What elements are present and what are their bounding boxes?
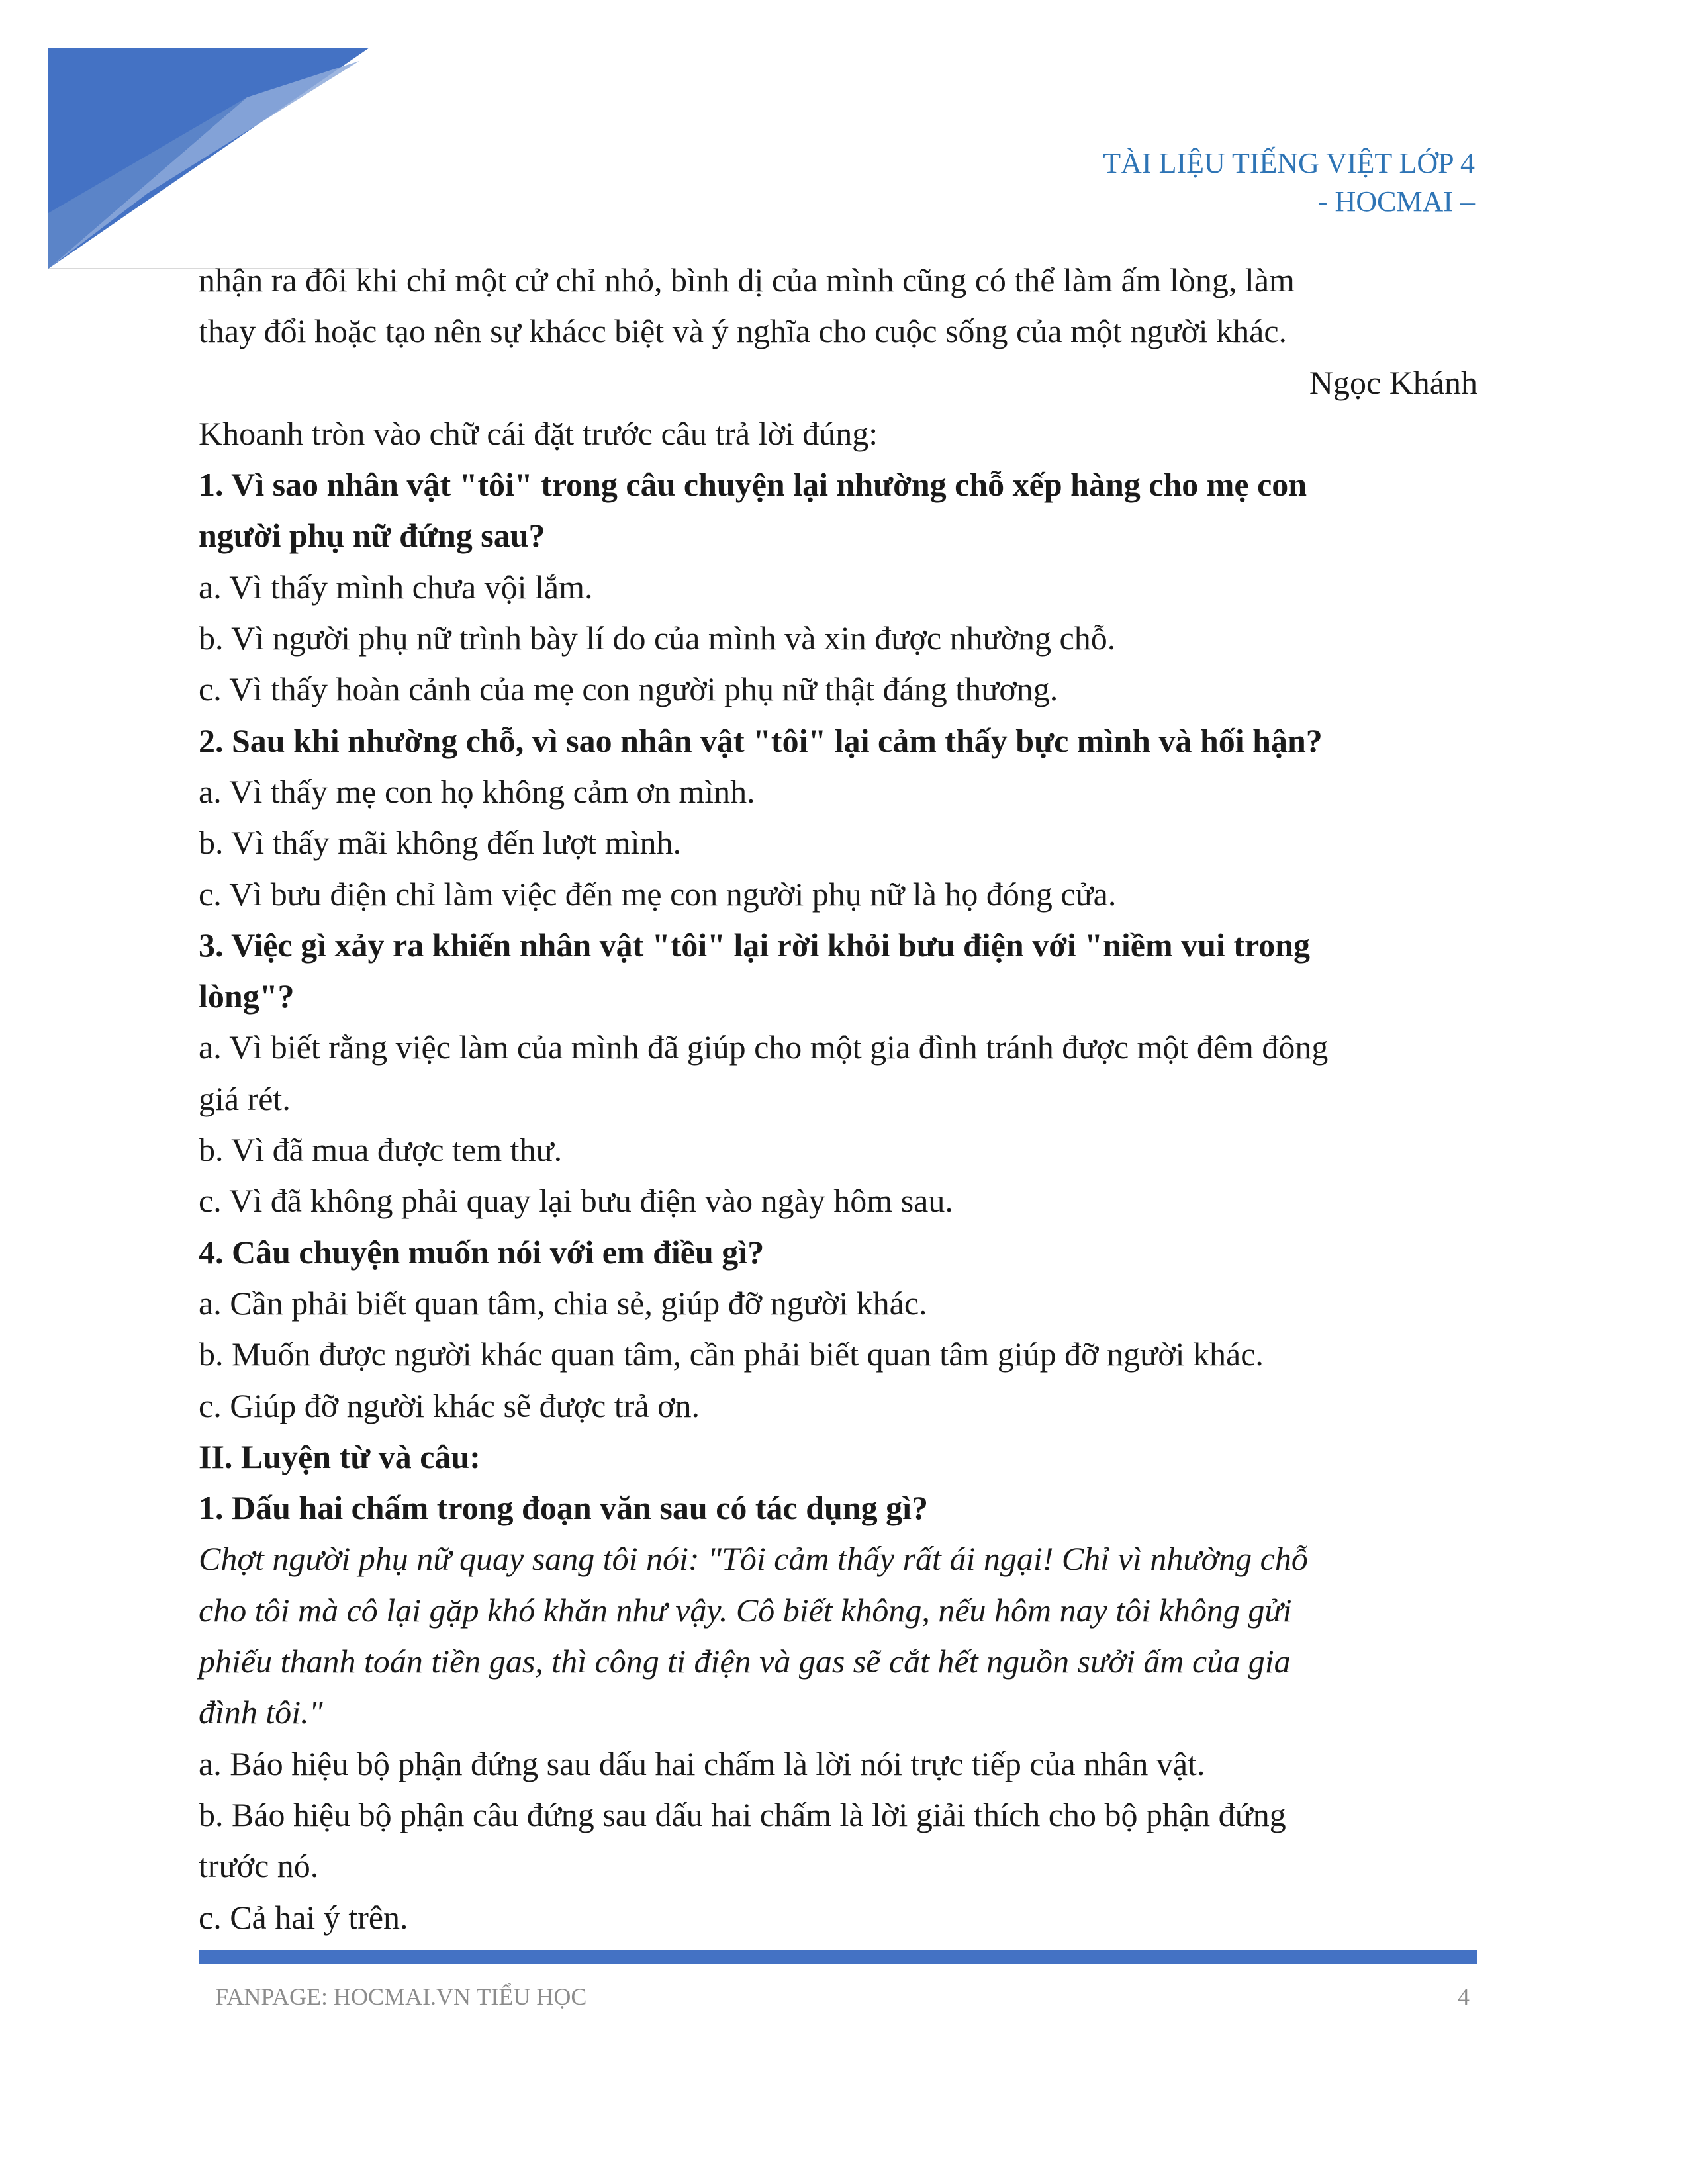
answer-option: b. Vì thấy mãi không đến lượt mình. (199, 824, 681, 862)
section-title: II. Luyện từ và câu: (199, 1437, 481, 1475)
answer-option: trước nó. (199, 1847, 319, 1885)
answer-option: b. Muốn được người khác quan tâm, cần phải biết quan tâm giúp đỡ người khác. (199, 1336, 1264, 1373)
answer-option: a. Báo hiệu bộ phận đứng sau dấu hai chấm là lời nói trực tiếp của nhân vật. (199, 1745, 1205, 1782)
answer-option: c. Cả hai ý trên. (199, 1898, 408, 1936)
answer-option: giá rét. (199, 1079, 291, 1117)
question-3: 3. Việc gì xảy ra khiến nhân vật "tôi" lại rời khỏi bưu điện với "niềm vui trong (199, 926, 1311, 964)
footer-rule (199, 1950, 1477, 1964)
answer-option: a. Vì thấy mẹ con họ không cảm ơn mình. (199, 772, 755, 810)
document-header (1103, 144, 1475, 221)
corner-decoration (48, 48, 369, 269)
answer-option: b. Vì đã mua được tem thư. (199, 1131, 563, 1169)
question-1: người phụ nữ đứng sau? (199, 517, 545, 555)
instruction: Khoanh tròn vào chữ cái đặt trước câu trả lời đúng: (199, 414, 878, 452)
passage-line: phiếu thanh toán tiền gas, thì công ti điện và gas sẽ cắt hết nguồn sưởi ấm của gia (199, 1643, 1291, 1680)
author-name: Ngọc Khánh (1309, 363, 1477, 401)
answer-option: c. Giúp đỡ người khác sẽ được trả ơn. (199, 1387, 700, 1424)
answer-option: a. Vì thấy mình chưa vội lắm. (199, 568, 593, 606)
intro-line: thay đổi hoặc tạo nên sự khácc biệt và ý nghĩa cho cuộc sống của một người khác. (199, 312, 1288, 350)
answer-option: b. Vì người phụ nữ trình bày lí do của mình và xin được nhường chỗ. (199, 619, 1116, 657)
answer-option: c. Vì đã không phải quay lại bưu điện vào ngày hôm sau. (199, 1182, 953, 1220)
answer-option: c. Vì bưu điện chỉ làm việc đến mẹ con người phụ nữ là họ đóng cửa. (199, 875, 1117, 913)
passage-line: Chợt người phụ nữ quay sang tôi nói: "Tôi cảm thấy rất ái ngại! Chỉ vì nhường chỗ (199, 1540, 1308, 1578)
passage-line: cho tôi mà cô lại gặp khó khăn như vậy. Cô biết không, nếu hôm nay tôi không gửi (199, 1591, 1292, 1629)
header-subtitle: - HOCMAI – (1317, 185, 1475, 218)
question-1: 1. Vì sao nhân vật "tôi" trong câu chuyện lại nhường chỗ xếp hàng cho mẹ con (199, 466, 1307, 504)
page-content (199, 255, 1477, 1943)
question-2: 2. Sau khi nhường chỗ, vì sao nhân vật "tôi" lại cảm thấy bực mình và hối hận? (199, 721, 1323, 759)
answer-option: c. Vì thấy hoàn cảnh của mẹ con người phụ nữ thật đáng thương. (199, 670, 1058, 708)
intro-line: nhận ra đôi khi chỉ một cử chỉ nhỏ, bình dị của mình cũng có thể làm ấm lòng, làm (199, 261, 1295, 298)
footer-text: FANPAGE: HOCMAI.VN TIỂU HỌC (215, 1983, 587, 2010)
section2-question-1: 1. Dấu hai chấm trong đoạn văn sau có tác dụng gì? (199, 1489, 929, 1527)
answer-option: b. Báo hiệu bộ phận câu đứng sau dấu hai chấm là lời giải thích cho bộ phận đứng (199, 1796, 1286, 1833)
answer-option: a. Cần phải biết quan tâm, chia sẻ, giúp đỡ người khác. (199, 1284, 927, 1322)
answer-option: a. Vì biết rằng việc làm của mình đã giúp cho một gia đình tránh được một đêm đông (199, 1028, 1329, 1066)
question-3: lòng"? (199, 978, 295, 1015)
question-4: 4. Câu chuyện muốn nói với em điều gì? (199, 1233, 765, 1271)
page-number: 4 (1458, 1983, 1470, 2010)
passage-line: đình tôi." (199, 1694, 323, 1731)
header-title: TÀI LIỆU TIẾNG VIỆT LỚP 4 (1103, 147, 1475, 179)
